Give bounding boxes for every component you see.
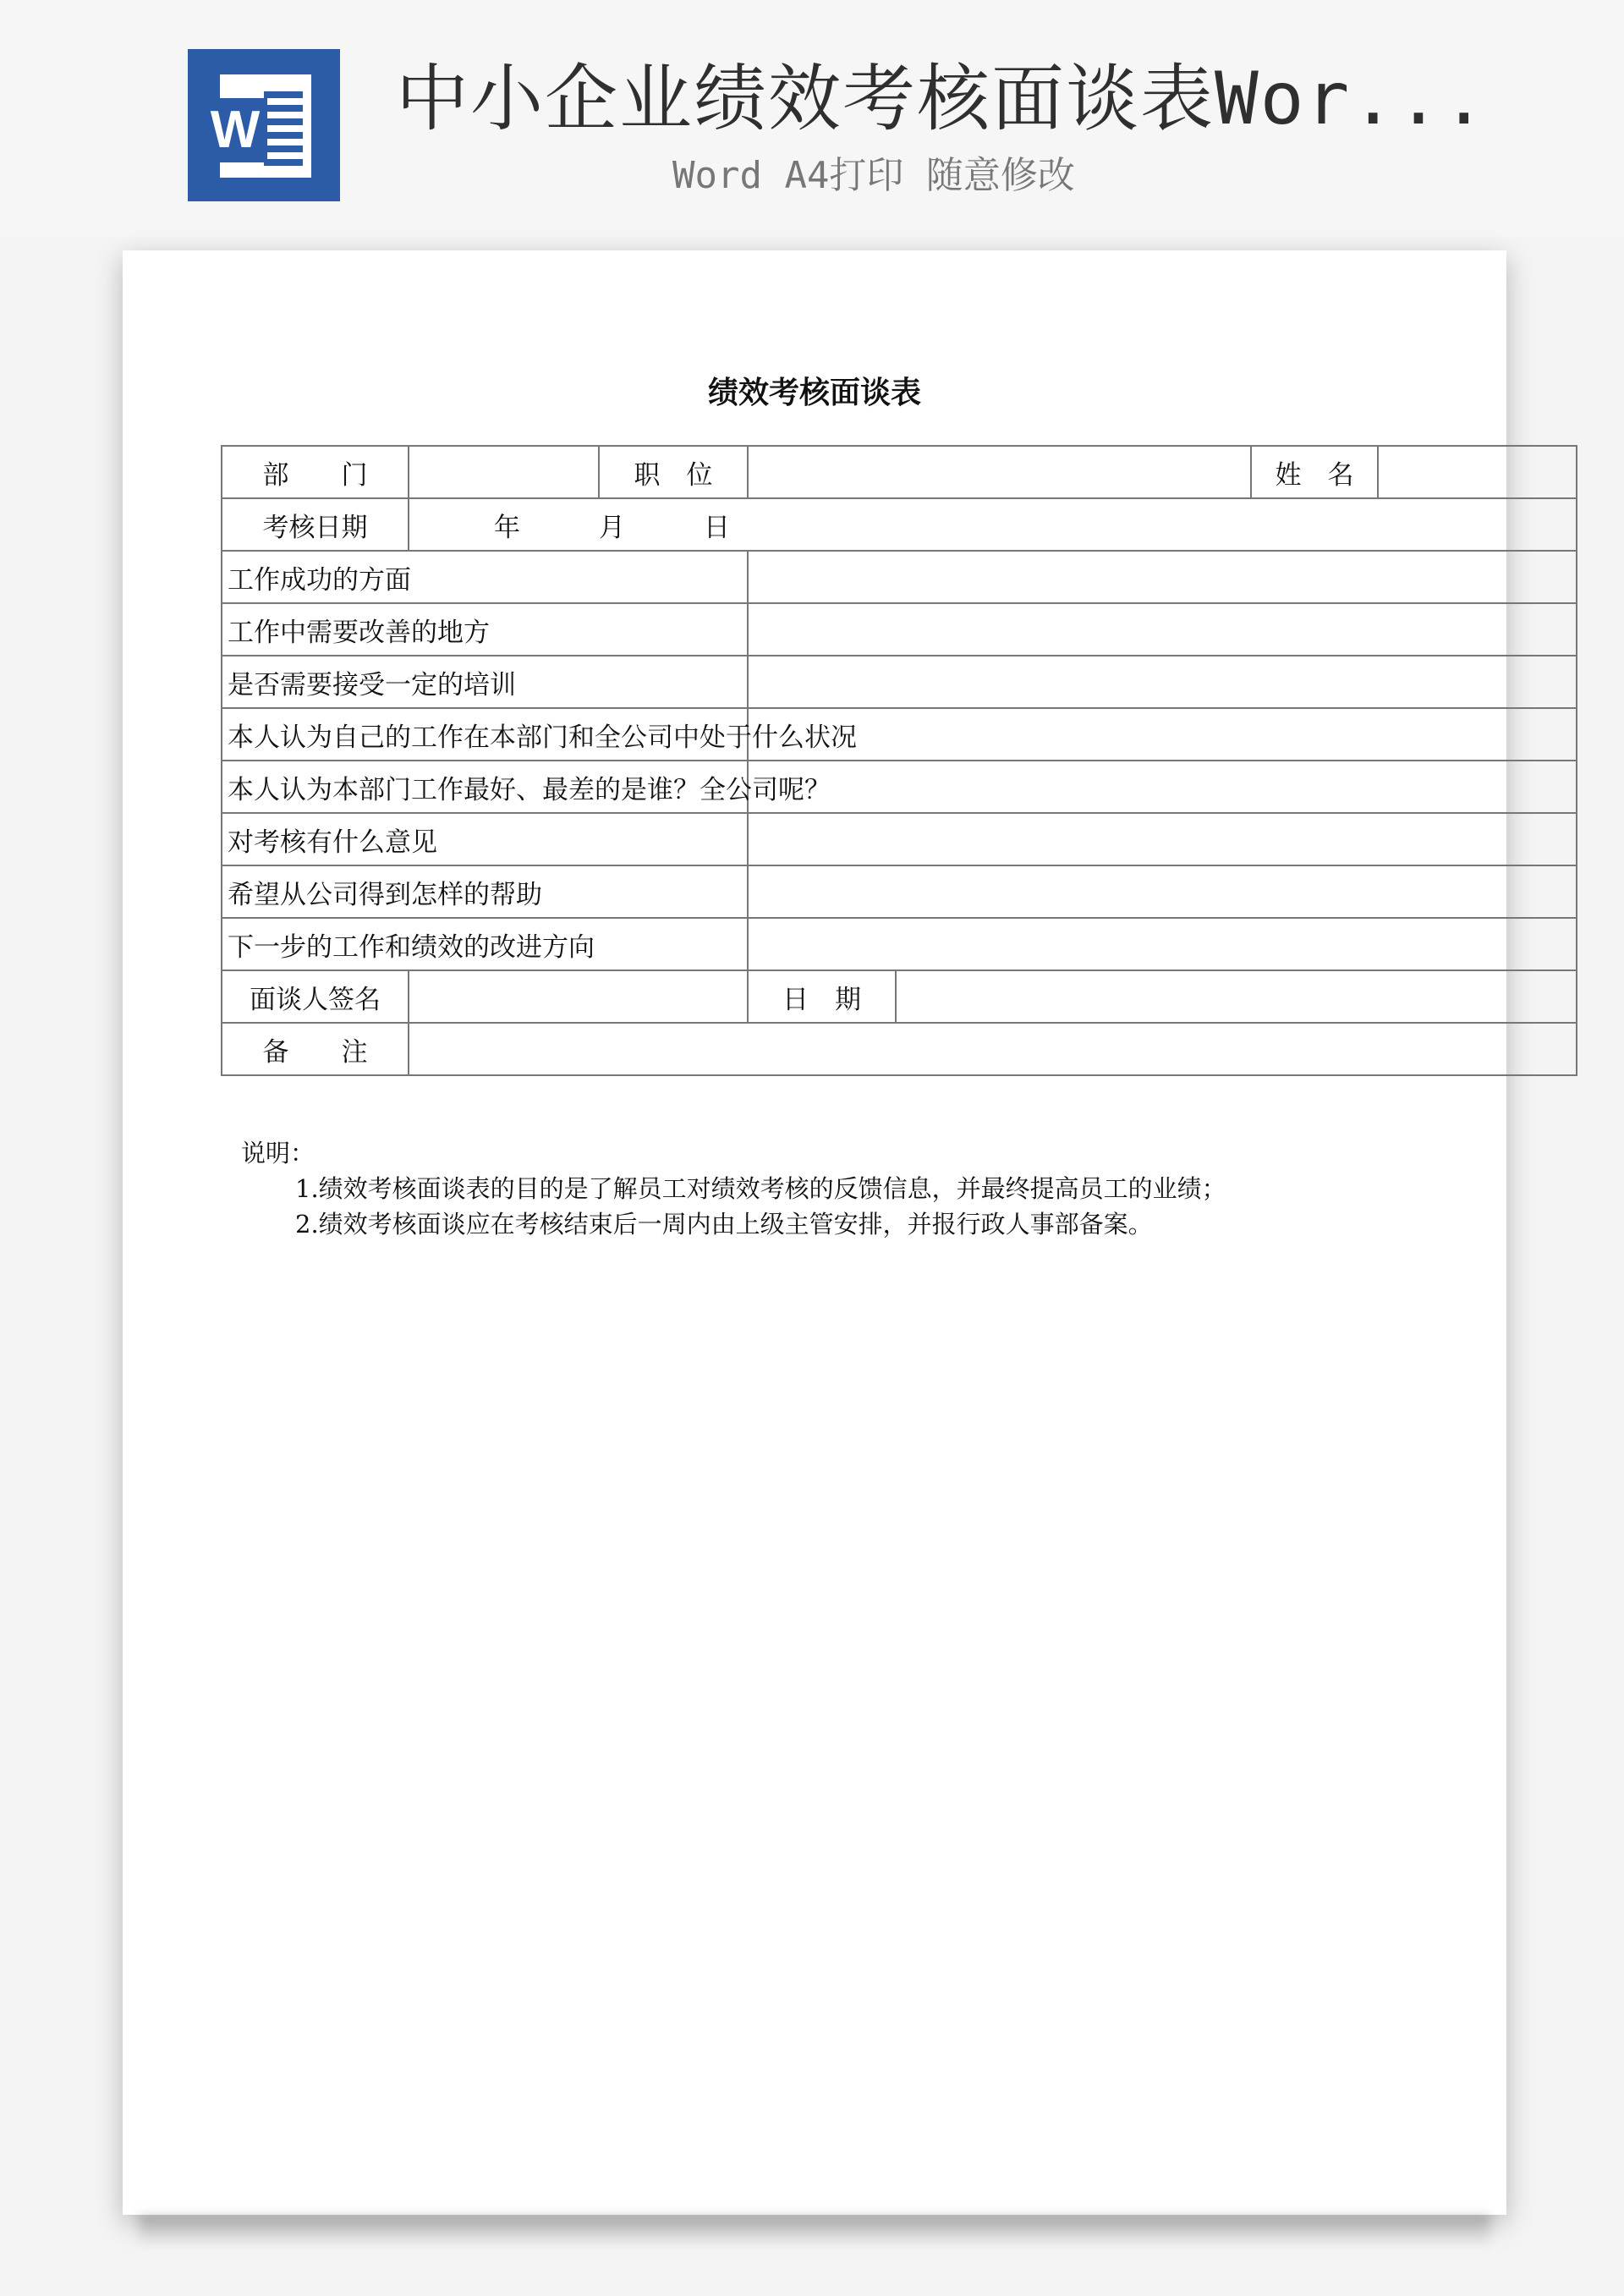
name-field[interactable]	[1378, 446, 1577, 498]
table-row	[222, 761, 1577, 813]
table-row	[222, 603, 1577, 656]
page-shadow	[140, 2215, 1490, 2249]
question-label: 是否需要接受一定的培训	[222, 656, 748, 708]
table-row	[222, 865, 1577, 918]
table-row	[222, 551, 1577, 603]
question-answer[interactable]	[748, 603, 1577, 656]
question-label: 下一步的工作和绩效的改进方向	[222, 918, 748, 970]
interviewer-signature-label: 面谈人签名	[222, 970, 409, 1023]
table-row	[222, 918, 1577, 970]
question-answer[interactable]	[748, 813, 1577, 865]
position-field[interactable]	[748, 446, 1251, 498]
note-item: 1.绩效考核面谈表的目的是了解员工对绩效考核的反馈信息，并最终提高员工的业绩；	[295, 1174, 1226, 1203]
document-title: 绩效考核面谈表	[707, 375, 921, 410]
position-label: 职 位	[599, 446, 748, 498]
table-row	[222, 446, 1577, 498]
table-row	[222, 708, 1577, 761]
appraisal-date-label: 考核日期	[222, 498, 409, 551]
dept-label: 部 门	[222, 446, 409, 498]
appraisal-form-table	[221, 445, 1577, 1076]
question-answer[interactable]	[748, 865, 1577, 918]
notes-section	[241, 1135, 1425, 1242]
header-banner	[0, 0, 1624, 237]
question-answer[interactable]	[748, 656, 1577, 708]
table-row	[222, 1023, 1577, 1075]
question-label: 希望从公司得到怎样的帮助	[222, 865, 748, 918]
page-title: 中小企业绩效考核面谈表Wor...	[396, 57, 1488, 141]
dept-field[interactable]	[409, 446, 599, 498]
remarks-field[interactable]	[409, 1023, 1577, 1075]
question-answer[interactable]	[748, 761, 1577, 813]
note-item: 2.绩效考核面谈应在考核结束后一周内由上级主管安排，并报行政人事部备案。	[295, 1210, 1153, 1239]
document-page	[123, 250, 1506, 2215]
question-answer[interactable]	[748, 918, 1577, 970]
question-label: 对考核有什么意见	[222, 813, 748, 865]
table-row	[222, 970, 1577, 1023]
question-label: 本人认为本部门工作最好、最差的是谁？全公司呢？	[222, 761, 748, 813]
page-subtitle: Word A4打印 随意修改	[672, 154, 1075, 197]
name-label: 姓 名	[1251, 446, 1378, 498]
table-row	[222, 813, 1577, 865]
question-label: 工作中需要改善的地方	[222, 603, 748, 656]
signature-date-label: 日 期	[748, 970, 896, 1023]
table-row	[222, 656, 1577, 708]
table-row	[222, 498, 1577, 551]
question-label: 本人认为自己的工作在本部门和全公司中处于什么状况	[222, 708, 748, 761]
question-answer[interactable]	[748, 551, 1577, 603]
appraisal-date-field[interactable]: 年 月 日	[409, 498, 1577, 551]
interviewer-signature-field[interactable]	[409, 970, 748, 1023]
word-doc-icon	[188, 49, 340, 201]
question-answer[interactable]	[748, 708, 1577, 761]
signature-date-field[interactable]	[896, 970, 1577, 1023]
word-logo-letter: W	[203, 98, 267, 162]
notes-heading: 说明：	[241, 1139, 315, 1167]
remarks-label: 备 注	[222, 1023, 409, 1075]
question-label: 工作成功的方面	[222, 551, 748, 603]
